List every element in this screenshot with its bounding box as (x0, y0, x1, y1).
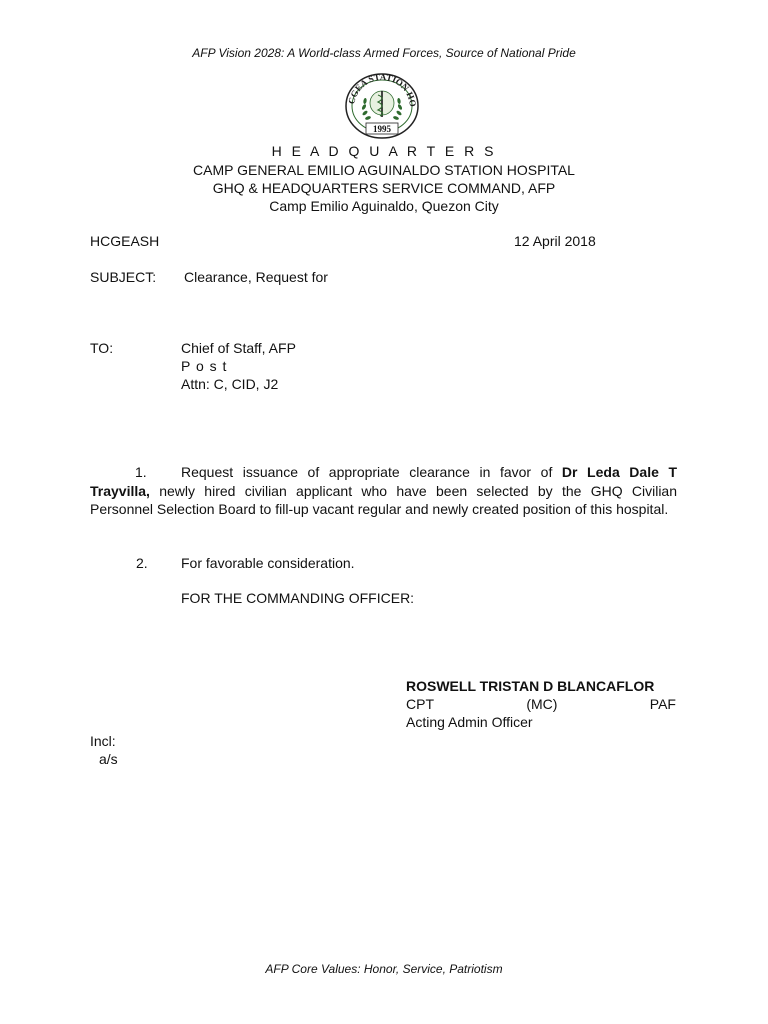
seal-ring-text: CGEA STATION HO (346, 73, 419, 108)
seal-year: 1995 (373, 124, 391, 134)
memo-date: 12 April 2018 (514, 233, 596, 249)
signatory-title: Acting Admin Officer (406, 714, 533, 730)
paragraph-2-text: For favorable consideration. (181, 555, 355, 571)
addressee-post: P o s t (181, 358, 228, 374)
applicant-name: Dr Leda Dale T Trayvilla, (90, 464, 678, 499)
rank-cpt: CPT (406, 696, 434, 712)
enclosure-label: Incl: (90, 733, 116, 749)
headquarters-title: H E A D Q U A R T E R S (271, 143, 497, 159)
paragraph-1-text-end: newly hired civilian applicant who have been selected by the GHQ Civilian Personnel Selection Board to fill-up vacant regular and newly created position of this hospital. (90, 482, 677, 517)
paragraph-2-number: 2. (136, 555, 148, 571)
addressee: Chief of Staff, AFP (181, 340, 296, 356)
location: Camp Emilio Aguinaldo, Quezon City (269, 198, 499, 214)
to-label: TO: (90, 340, 114, 356)
reference-code: HCGEASH (90, 233, 160, 249)
paragraph-1 (90, 463, 677, 519)
rank-paf: PAF (649, 696, 676, 712)
paragraph-1-text-start: Request issuance of appropriate clearance in favor of (181, 464, 562, 480)
core-values: AFP Core Values: Honor, Service, Patriotism (265, 962, 503, 976)
closing-line: FOR THE COMMANDING OFFICER: (181, 590, 415, 606)
vision-statement: AFP Vision 2028: A World-class Armed Forces, Source of National Pride (192, 46, 576, 60)
signatory-rank (406, 696, 676, 712)
enclosure-item: a/s (99, 751, 118, 767)
paragraph-1-number: 1. (135, 464, 147, 480)
hospital-name: CAMP GENERAL EMILIO AGUINALDO STATION HOSPITAL (193, 162, 575, 178)
subject-text: Clearance, Request for (184, 269, 328, 285)
subject-label: SUBJECT: (90, 269, 157, 285)
rank-mc: (MC) (526, 696, 558, 712)
command-name: GHQ & HEADQUARTERS SERVICE COMMAND, AFP (212, 180, 556, 196)
hospital-seal-icon (344, 73, 420, 143)
signatory-name: ROSWELL TRISTAN D BLANCAFLOR (406, 678, 655, 694)
addressee-attn: Attn: C, CID, J2 (181, 376, 279, 392)
